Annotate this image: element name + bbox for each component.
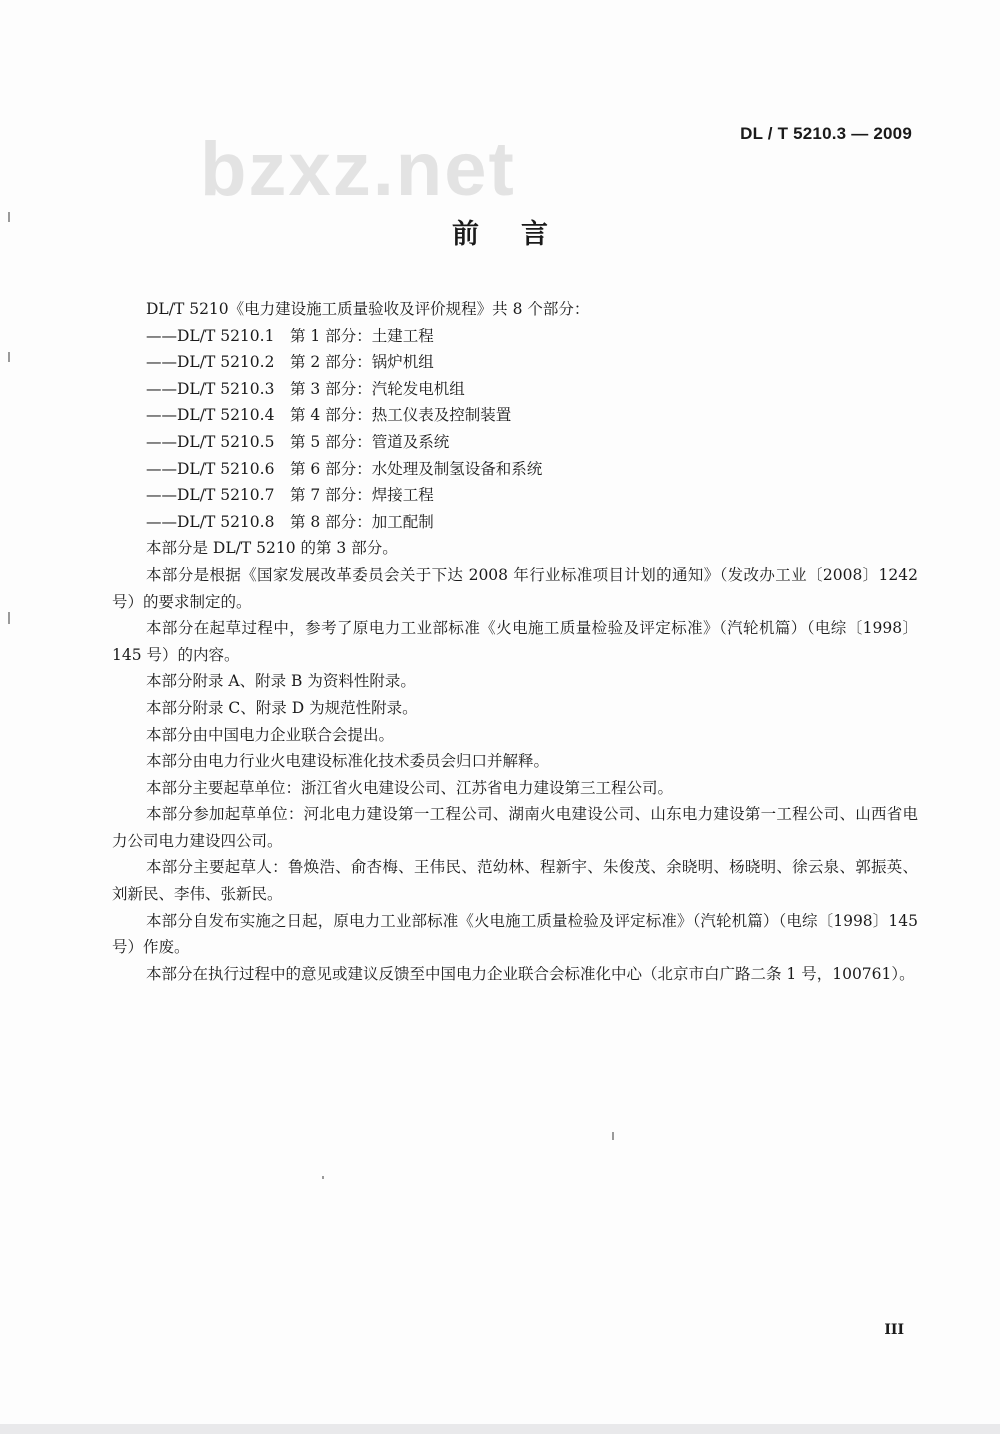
paragraph-part-number: 本部分是 DL/T 5210 的第 3 部分。 <box>146 539 398 558</box>
part-item <box>112 402 918 429</box>
part-code: ——DL/T 5210.3 <box>146 379 275 398</box>
paragraph-feedback: 本部分在执行过程中的意见或建议反馈至中国电力企业联合会标准化中心（北京市白广路二条 1 号，100761）。 <box>146 964 915 983</box>
part-item <box>112 482 918 509</box>
paragraph-basis: 本部分是根据《国家发展改革委员会关于下达 2008 年行业标准项目计划的通知》（发改办工业〔2008〕1242 号）的要求制定的。 <box>112 565 918 611</box>
page-title: 前言 <box>452 219 590 250</box>
scan-speck <box>8 612 10 624</box>
paragraph-normative-annex: 本部分附录 C、附录 D 为规范性附录。 <box>146 698 418 717</box>
part-code: ——DL/T 5210.1 <box>146 326 275 345</box>
part-name: 第 2 部分：锅炉机组 <box>290 353 434 372</box>
foreword-body <box>112 296 918 987</box>
part-code: ——DL/T 5210.7 <box>146 486 275 505</box>
parts-list <box>112 323 918 536</box>
paragraph-supersedes: 本部分自发布实施之日起，原电力工业部标准《火电施工质量检验及评定标准》（汽轮机篇）（电综〔1998〕145 号）作废。 <box>112 911 918 957</box>
part-item <box>112 376 918 403</box>
paragraph-proposer: 本部分由中国电力企业联合会提出。 <box>146 725 395 744</box>
part-name: 第 3 部分：汽轮发电机组 <box>290 379 465 398</box>
paragraph-participating-orgs: 本部分参加起草单位：河北电力建设第一工程公司、湖南火电建设公司、山东电力建设第一工程公司、山西省电力公司电力建设四公司。 <box>112 805 918 850</box>
bottom-edge <box>0 1424 1000 1434</box>
scan-speck <box>612 1132 614 1140</box>
part-code: ——DL/T 5210.2 <box>146 353 275 372</box>
part-item <box>112 456 918 483</box>
intro-paragraph: DL/T 5210《电力建设施工质量验收及评价规程》共 8 个部分： <box>146 300 590 318</box>
part-item <box>112 349 918 376</box>
paragraph-main-drafters: 本部分主要起草人：鲁焕浩、俞杏梅、王伟民、范幼林、程新宇、朱俊茂、余晓明、杨晓明、徐云泉、郭振英、刘新民、李伟、张新民。 <box>112 858 918 904</box>
watermark: bzxz.net <box>200 127 516 212</box>
part-name: 第 6 部分：水处理及制氢设备和系统 <box>290 459 543 478</box>
paragraph-reference: 本部分在起草过程中，参考了原电力工业部标准《火电施工质量检验及评定标准》（汽轮机篇）（电综〔1998〕145 号）的内容。 <box>112 619 918 664</box>
paragraph-informative-annex: 本部分附录 A、附录 B 为资料性附录。 <box>146 672 416 691</box>
part-name: 第 8 部分：加工配制 <box>290 512 434 531</box>
part-item <box>112 323 918 350</box>
scan-speck <box>8 352 10 362</box>
part-item <box>112 509 918 536</box>
scan-speck <box>322 1176 324 1179</box>
paragraph-main-drafters-org: 本部分主要起草单位：浙江省火电建设公司、江苏省电力建设第三工程公司。 <box>146 778 674 797</box>
paragraph-interpretation: 本部分由电力行业火电建设标准化技术委员会归口并解释。 <box>146 752 550 771</box>
part-name: 第 7 部分：焊接工程 <box>290 486 434 505</box>
scan-speck <box>8 212 10 222</box>
part-code: ——DL/T 5210.4 <box>146 406 275 425</box>
part-name: 第 1 部分：土建工程 <box>290 326 434 345</box>
part-name: 第 5 部分：管道及系统 <box>290 432 450 451</box>
part-item <box>112 429 918 456</box>
part-code: ——DL/T 5210.5 <box>146 432 275 451</box>
part-name: 第 4 部分：热工仪表及控制装置 <box>290 406 512 425</box>
part-code: ——DL/T 5210.8 <box>146 512 275 531</box>
part-code: ——DL/T 5210.6 <box>146 459 275 478</box>
page-number: III <box>884 1322 904 1338</box>
standard-code: DL / T 5210.3 — 2009 <box>740 124 912 143</box>
